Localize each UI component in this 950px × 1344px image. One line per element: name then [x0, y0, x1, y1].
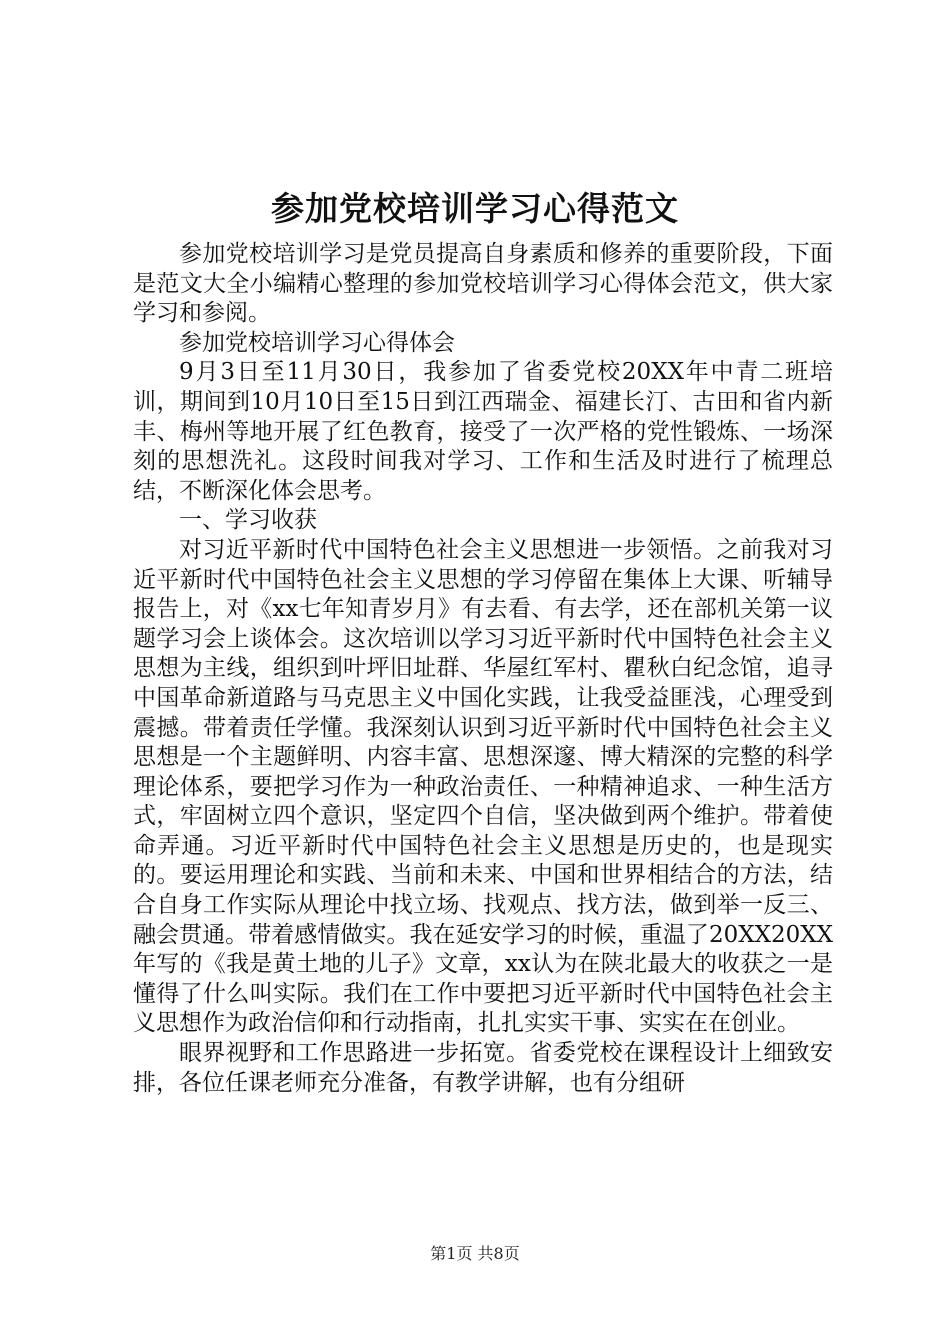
paragraph-thought-understanding: 对习近平新时代中国特色社会主义思想进一步领悟。之前我对习近平新时代中国特色社会主义思想的学习停留在集体上大课、听辅导报告上，对《xx七年知青岁月》有去看、有去学，还在部机关第一议题学习会上谈体会。这次培训以学习习近平新时代中国特色社会主义思想为主线，组织到叶坪旧址群、华屋红军村、瞿秋白纪念馆，追寻中国革命新道路与马克思主义中国化实践，让我受益匪浅，心理受到震撼。带着责任学懂。我深刻认识到习近平新时代中国特色社会主义思想是一个主题鲜明、内容丰富、思想深邃、博大精深的完整的科学理论体系，要把学习作为一种政治责任、一种精神追求、一种生活方式，牢固树立四个意识，坚定四个自信，坚决做到两个维护。带着使命弄通。习近平新时代中国特色社会主义思想是历史的，也是现实的。要运用理论和实践、当前和未来、中国和世界相结合的方法，结合自身工作实际从理论中找立场、找观点、找方法，做到举一反三、融会贯通。带着感情做实。我在延安学习的时候，重温了20XX20XX年写的《我是黄土地的儿子》文章，xx认为在陕北最大的收获之一是懂得了什么叫实际。我们在工作中要把习近平新时代中国特色社会主义思想作为政治信仰和行动指南，扎扎实实干事、实实在在创业。 [133, 536, 833, 1037]
paragraph-intro: 参加党校培训学习是党员提高自身素质和修养的重要阶段，下面是范文大全小编精心整理的参加党校培训学习心得体会范文，供大家学习和参阅。 [133, 241, 833, 327]
page-footer: 第1页 共8页 [430, 1244, 520, 1263]
document-title: 参加党校培训学习心得范文 [271, 189, 679, 228]
paragraph-subtitle: 参加党校培训学习心得体会 [179, 329, 455, 356]
section-heading-learning-gains: 一、学习收获 [179, 507, 317, 534]
paragraph-training-period: 9月3日至11月30日，我参加了省委党校20XX年中青二班培训，期间到10月10日至15日到江西瑞金、福建长汀、古田和省内新丰、梅州等地开展了红色教育，接受了一次严格的党性锻炼、一场深刻的思想洗礼。这段时间我对学习、工作和生活及时进行了梳理总结，不断深化体会思考。 [133, 359, 833, 504]
document-body [133, 240, 833, 1098]
paragraph-vision-broadened: 眼界视野和工作思路进一步拓宽。省委党校在课程设计上细致安排，各位任课老师充分准备，有教学讲解，也有分组研 [133, 1040, 833, 1096]
